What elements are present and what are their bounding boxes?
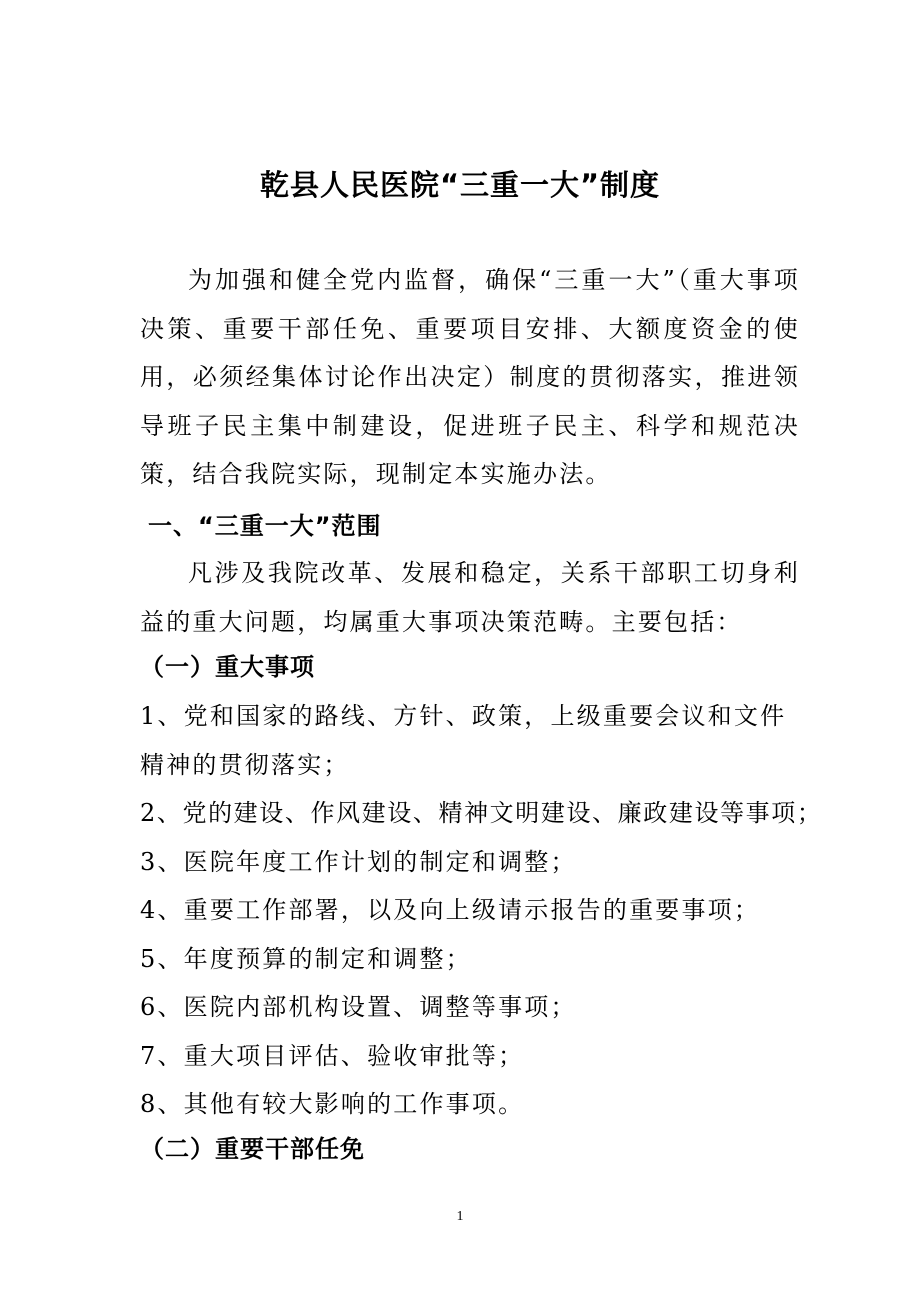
list-item: 1、党和国家的路线、方针、政策，上级重要会议和文件精神的贯彻落实； [140, 702, 787, 779]
list-item: 3、医院年度工作计划的制定和调整； [140, 847, 577, 876]
list-item: 2、党的建设、作风建设、精神文明建设、廉政建设等事项； [140, 799, 823, 827]
intro-paragraph: 为加强和健全党内监督，确保“三重一大”（重大事项决策、重要干部任免、重要项目安排、大额度资金的使用，必须经集体讨论作出决定）制度的贯彻落实，推进领导班子民主集中制建设，促进班子民主、科学和规范决策，结合我院实际，现制定本实施办法。 [140, 266, 800, 488]
section-heading-scope: 一、“三重一大”范围 [148, 512, 382, 540]
list-item: 4、重要工作部署，以及向上级请示报告的重要事项； [140, 896, 761, 924]
subsection-heading-major-matters: （一）重大事项 [140, 653, 315, 681]
list-item: 6、医院内部机构设置、调整等事项； [140, 993, 577, 1021]
list-item: 5、年度预算的制定和调整； [140, 944, 472, 973]
list-item: 8、其他有较大影响的工作事项。 [140, 1090, 525, 1118]
document-title: 乾县人民医院“三重一大”制度 [259, 168, 661, 202]
list-item: 7、重大项目评估、验收审批等； [140, 1041, 525, 1070]
page-number: 1 [456, 1209, 464, 1224]
scope-paragraph: 凡涉及我院改革、发展和稳定，关系干部职工切身利益的重大问题，均属重大事项决策范畴。主要包括： [140, 559, 800, 636]
major-matters-list [140, 692, 823, 1129]
subsection-heading-cadre-appointments: （二）重要干部任免 [140, 1135, 365, 1163]
